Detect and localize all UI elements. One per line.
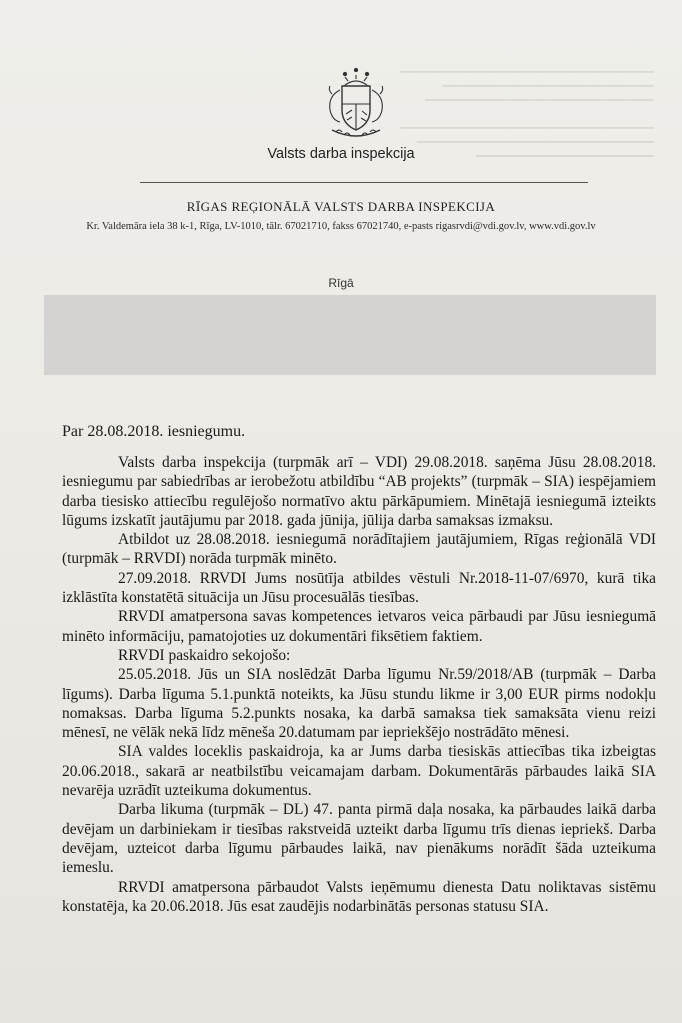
letterhead-divider	[140, 182, 588, 183]
contact-details: Kr. Valdemāra iela 38 k-1, Rīga, LV-1010, tālr. 67021710, fakss 67021740, e-pasts rigasrvdi@vdi.gov.lv, www.vdi.gov.lv	[86, 221, 596, 232]
show-through-texture: ▁▁▁▁▁▁▁▁▁▁▁▁▁▁▁▁▁▁▁▁▁▁▁▁▁▁▁▁▁▁ ▁▁▁▁▁▁▁▁▁▁▁▁▁▁▁▁▁▁▁▁▁▁▁▁▁ ▁▁▁▁▁▁▁▁▁▁▁▁▁▁▁▁▁▁▁▁▁▁▁▁▁▁▁ ▁▁▁▁▁▁▁▁▁▁▁▁▁▁▁▁▁▁▁▁▁▁▁▁▁▁▁▁▁▁ ▁▁▁▁▁▁▁▁▁▁▁▁▁▁▁▁▁▁▁▁▁▁▁▁▁▁▁▁ ▁▁▁▁▁▁▁▁▁▁▁▁▁▁▁▁▁▁▁▁▁	[400, 61, 654, 157]
body-paragraph: Atbildot uz 28.08.2018. iesniegumā norādītajiem jautājumiem, Rīgas reģionālā VDI (turpmāk – RRVDI) norāda turpmāk minēto.	[62, 531, 656, 568]
body-paragraph: Valsts darba inspekcija (turpmāk arī – VDI) 29.08.2018. saņēma Jūsu 28.08.2018. iesniegumu par sabiedrības ar ierobežotu atbildību “AB projekts” (turpmāk – SIA) iespējamiem darba tiesisko attiecību regulējošo normatīvo aktu pārkāpumiem. Minētajā iesniegumā izteikts lūgums izskatīt jautājumu par 2018. gada jūnija, jūlija darba samaksas izmaksu.	[62, 454, 656, 529]
body-paragraph: Darba likuma (turpmāk – DL) 47. panta pirmā daļa nosaka, ka pārbaudes laikā darba devējam un darbiniekam ir tiesības rakstveidā uzteikt darba līgumu trīs dienas iepriekš. Darba devējam, uzteicot darba līgumu pārbaudes laikā, nav pienākums norādīt šāda uzteikuma iemeslu.	[62, 801, 656, 877]
body-paragraph: 25.05.2018. Jūs un SIA noslēdzāt Darba līgumu Nr.59/2018/AB (turpmāk – Darba līgums). Darba līguma 5.1.punktā noteikts, ka Jūsu stundu likme ir 3,00 EUR pirms nodokļu nomaksas. Darba līguma 5.2.punkts nosaka, ka darbā samaksa tiek samaksāta vienu reizi mēnesī, ne vēlāk nekā līdz mēneša 20.datumam par iepriekšējo nostrādāto mēnesi.	[62, 666, 656, 742]
regional-office-name: RĪGAS REĢIONĀLĀ VALSTS DARBA INSPEKCIJA	[186, 199, 496, 214]
letter-subject: Par 28.08.2018. iesniegumu.	[62, 423, 246, 440]
body-paragraph: RRVDI amatpersona savas kompetences ietvaros veica pārbaudi par Jūsu iesniegumā minēto informāciju, pamatojoties uz dokumentāri fiksētiem faktiem.	[62, 608, 656, 645]
body-paragraph: 27.09.2018. RRVDI Jums nosūtīja atbildes vēstuli Nr.2018-11-07/6970, kurā tika izklāstīta konstatētā situācija un Jūsu procesuālās tiesības.	[62, 569, 656, 607]
coat-of-arms-icon	[318, 64, 394, 144]
agency-name: Valsts darba inspekcija	[267, 146, 415, 162]
body-paragraph: RRVDI paskaidro sekojošo:	[118, 646, 291, 664]
body-paragraph: RRVDI amatpersona pārbaudot Valsts ieņēmumu dienesta Datu noliktavas sistēmu konstatēja, ka 20.06.2018. Jūs esat zaudējis nodarbinātās personas statusu SIA.	[62, 878, 656, 915]
city-line: Rīgā	[328, 276, 354, 290]
letter-body	[62, 453, 656, 916]
body-paragraph: SIA valdes loceklis paskaidroja, ka ar Jums darba tiesiskās attiecības tika izbeigtas 20.06.2018., sakarā ar neatbilstību veicamajam darbam. Dokumentārās pārbaudes laikā SIA nevarēja uzrādīt uzteikuma dokumentus.	[62, 743, 656, 800]
redacted-addressee-block	[44, 295, 656, 375]
